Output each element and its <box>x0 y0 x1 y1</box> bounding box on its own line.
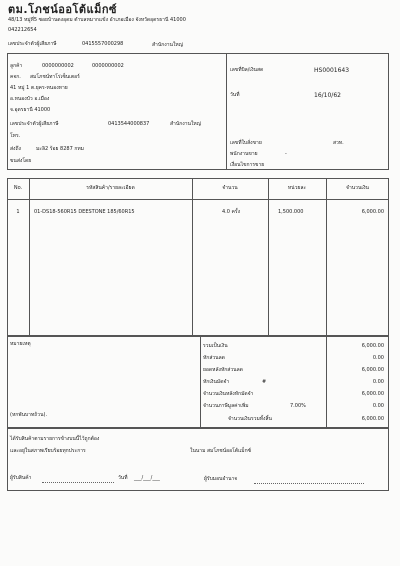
doc-no-label: เลขที่บิล/เงินสด <box>230 67 264 73</box>
discount-value: 0.00 <box>372 355 384 361</box>
customer-address-3: จ.อุดรธานี 41000 <box>10 107 51 113</box>
doc-no: HS0001643 <box>314 67 350 74</box>
header-description: รหัสสินค้า/รายละเอียด <box>86 185 135 191</box>
receiver-label: ผู้รับสินค้า <box>10 475 32 481</box>
row-1-amount: 6,000.00 <box>361 209 384 215</box>
receiver-signature-line <box>42 482 114 483</box>
deposit-value: 0.00 <box>372 379 384 385</box>
after-discount-label: ยอดหลังหักส่วนลด <box>203 367 243 373</box>
on-behalf-text: ในนาม สมโภชน์ออโต้แม็กซ์ <box>190 448 251 454</box>
subtotal-label: รวมเป็นเงิน <box>203 343 228 349</box>
terms-label: เงื่อนไขการขาย <box>230 162 265 168</box>
ref-label: เลขที่ใบสั่งขาย <box>230 140 262 146</box>
sales-label: พนักงานขาย <box>230 151 258 157</box>
company-address: 48/13 หมู่ที่5 ซอยบ้านดงอุดม ตำบลหมากแข้ง อำเภอเมือง จังหวัดอุดรธานี 41000 <box>8 17 186 23</box>
customer-tel-label: โทร. <box>10 133 21 139</box>
customer-address-2: อ.หนองบัว อ.เมือง <box>10 96 50 102</box>
customer-code-2: 0000000002 <box>92 63 124 69</box>
received-note-2: และอยู่ในสภาพเรียบร้อยทุกประการ <box>10 448 86 454</box>
vat-value: 0.00 <box>372 403 384 409</box>
header-no: No. <box>13 185 23 191</box>
ref-value: สวท. <box>333 140 344 146</box>
customer-address-1: 41 หมู่ 1 ต.ยุคร-หนองหาย <box>10 85 68 91</box>
vat-rate: 7.00% <box>290 403 306 409</box>
company-phone: 042212654 <box>8 27 37 33</box>
customer-code-label: ลูกค้า <box>10 63 23 69</box>
items-table <box>7 178 389 336</box>
header-qty: จำนวน <box>222 185 238 191</box>
customer-tax-id: 0413544000837 <box>108 121 150 127</box>
deposit-label: หักเงินมัดจำ <box>203 379 230 385</box>
authorizer-signature-line <box>254 483 364 484</box>
delivery-value: มะลิ2 ร้อย 8287 กทม <box>36 146 84 152</box>
customer-branch: สำนักงานใหญ่ <box>170 121 201 127</box>
row-1-description: 01-DS18-560R15 DEESTONE 185/60R15 <box>34 209 135 215</box>
col-divider-2 <box>192 178 193 336</box>
after-deposit-value: 6,000.00 <box>361 391 384 397</box>
customer-name-label: คจก. <box>10 74 21 80</box>
authorizer-label: ผู้รับมอบอำนาจ <box>204 476 238 482</box>
customer-name: สมโภชน์ทาโร่เซ็นเตอร์ <box>30 74 80 80</box>
items-header-line <box>7 199 389 200</box>
amount-in-words: (หกพันบาทถ้วน). <box>10 412 48 418</box>
customer-tax-label: เลขประจำตัวผู้เสียภาษี <box>10 121 59 127</box>
header-unit-price: หน่วยละ <box>287 185 307 191</box>
receive-date-label: วันที่ <box>118 475 128 481</box>
send-by-label: ขนส่งโดย <box>10 158 32 164</box>
row-1-no: 1 <box>16 209 20 215</box>
after-deposit-label: จำนวนเงินหลังหักมัดจำ <box>203 391 254 397</box>
header-amount: จำนวนเงิน <box>346 185 369 191</box>
delivery-label: ส่งถึง <box>10 146 21 152</box>
subtotal-value: 6,000.00 <box>361 343 384 349</box>
doc-date: 16/10/62 <box>314 92 341 99</box>
company-branch: สำนักงานใหญ่ <box>152 42 183 48</box>
summary-divider <box>200 336 201 428</box>
remark-label: หมายเหตุ <box>10 341 31 347</box>
sales-value: - <box>285 151 287 157</box>
vat-label: จำนวนภาษีมูลค่าเพิ่ม <box>203 403 249 409</box>
grand-total-label: จำนวนเงินรวมทั้งสิ้น <box>228 416 272 422</box>
grand-total-value: 6,000.00 <box>361 416 384 422</box>
company-tax-label: เลขประจำตัวผู้เสียภาษี <box>8 41 57 47</box>
deposit-mark: # <box>262 379 267 385</box>
row-1-qty: 4.0 ครั้ง <box>222 209 241 215</box>
col-divider-3 <box>268 178 269 336</box>
company-tax-id: 0415557000298 <box>82 41 124 47</box>
col-divider-1 <box>29 178 30 336</box>
col-divider-4 <box>326 178 327 336</box>
discount-label: หักส่วนลด <box>203 355 225 361</box>
received-note-1: ได้รับสินค้าตามรายการข้างบนนี้ไว้ถูกต้อง <box>10 436 100 442</box>
info-divider <box>226 53 227 170</box>
row-1-unit-price: 1,500.000 <box>278 209 304 215</box>
doc-date-label: วันที่ <box>230 92 240 98</box>
company-name: ตม.โภชน์ออโต้แม็กซ์ <box>8 3 117 16</box>
receive-date-blank: ___/___/___ <box>134 475 160 481</box>
customer-code: 0000000002 <box>42 63 74 69</box>
after-discount-value: 6,000.00 <box>361 367 384 373</box>
